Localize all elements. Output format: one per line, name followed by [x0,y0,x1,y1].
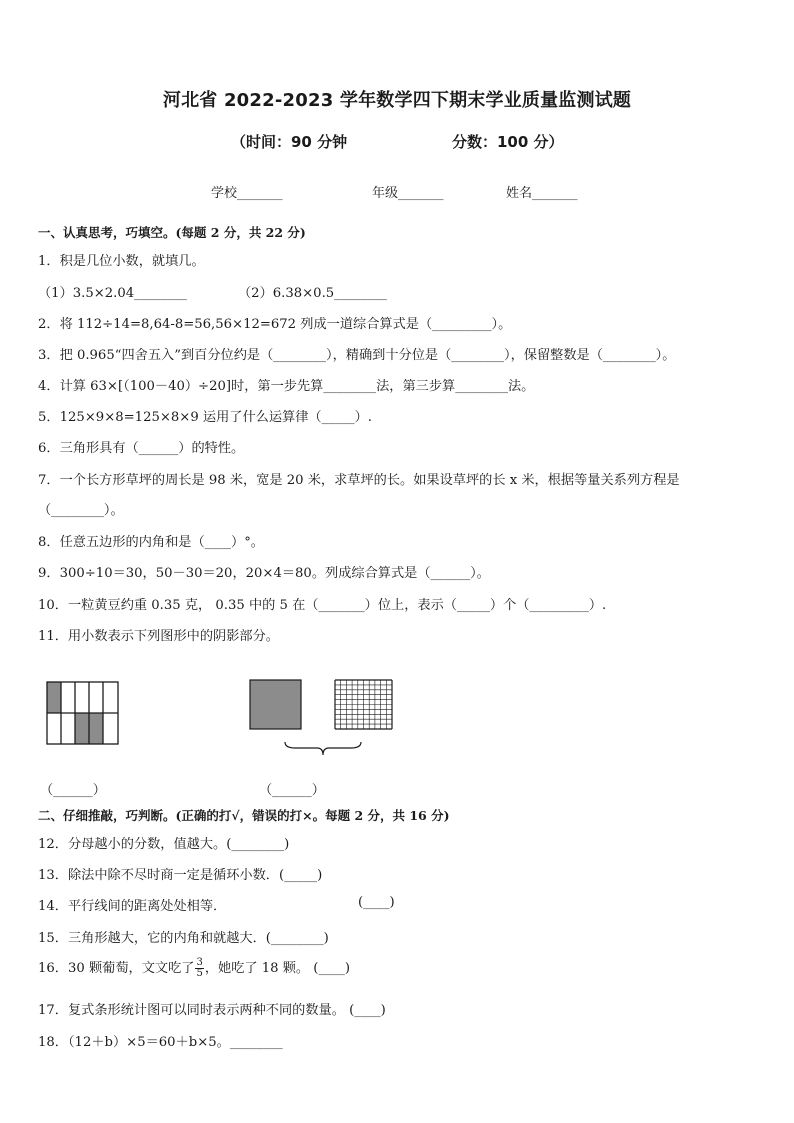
name-field[interactable]: 姓名_______ [506,186,578,201]
question-3: 3．把 0.965“四舍五入”到百分位约是（________），精确到十分位是（________），保留整数是（________）。 [38,348,676,363]
question-4: 4．计算 63×[（100－40）÷20]时，第一步先算________法，第三步算________法。 [38,379,535,394]
question-12: 12．分母越小的分数，值越大。(________) [38,837,290,852]
question-17: 17．复式条形统计图可以同时表示两种不同的数量。 (____) [38,1003,386,1018]
question-18: 18．（12＋b）×5＝60＋b×5。________ [38,1035,283,1050]
question-10: 10．一粒黄豆约重 0.35 克， 0.35 中的 5 在（_______）位上，表示（_____）个（_________）. [38,598,607,613]
brace-mark [283,740,363,760]
grade-field[interactable]: 年级_______ [372,186,444,201]
question-7: 7．一个长方形草坪的周长是 98 米，宽是 20 米，求草坪的长。如果设草坪的长 x 米，根据等量关系列方程是 [38,473,680,488]
section-1-heading: 一、认真思考，巧填空。(每题 2 分，共 22 分) [38,225,306,240]
question-16-text: 16．30 颗葡萄，文文吃了 [38,961,195,976]
fraction-numerator: 3 [196,957,203,968]
question-2: 2．将 112÷14=8,64-8=56,56×12=672 列成一道综合算式是（_________）。 [38,317,512,332]
hundred-grid-figure [334,679,394,731]
answer-blank-right[interactable]: （______） [259,783,325,798]
section-2-heading: 二、仔细推敲，巧判断。(正确的打√，错误的打×。每题 2 分，共 16 分) [38,808,450,823]
question-16-tail: ，她吃了 18 颗。 (____) [204,961,350,976]
question-9: 9．300÷10＝30，50－30＝20，20×4＝80。列成综合算式是（______）。 [38,566,490,581]
exam-score: 分数：100 分） [452,133,564,151]
fraction-denominator: 5 [196,968,203,979]
question-5: 5．125×9×8=125×8×9 运用了什么运算律（_____）. [38,410,372,425]
exam-title: 河北省 2022-2023 学年数学四下期末学业质量监测试题 [162,90,632,111]
school-field[interactable]: 学校_______ [211,186,283,201]
question-7-blank: （________）。 [38,503,124,518]
grid-figure-left [46,681,120,745]
question-15: 15．三角形越大，它的内角和就越大．(________) [38,931,329,946]
question-6: 6．三角形具有（______）的特性。 [38,441,245,456]
question-11: 11．用小数表示下列图形中的阴影部分。 [38,629,279,644]
question-8: 8．任意五边形的内角和是（____）°。 [38,535,264,550]
shaded-square-figure [249,679,303,731]
question-1: 1．积是几位小数，就填几。 [38,254,205,269]
fraction-three-fifths [195,958,203,979]
answer-blank-left[interactable]: （______） [40,783,106,798]
question-16 [38,957,350,979]
exam-time: （时间：90 分钟 [231,133,348,151]
question-14-blank[interactable]: (____) [358,895,395,910]
question-1-part-2: （2）6.38×0.5________ [238,286,387,301]
question-1-part-1: （1）3.5×2.04________ [38,286,187,301]
question-13: 13．除法中除不尽时商一定是循环小数．(_____) [38,868,323,883]
question-14: 14．平行线间的距离处处相等． [38,899,227,914]
